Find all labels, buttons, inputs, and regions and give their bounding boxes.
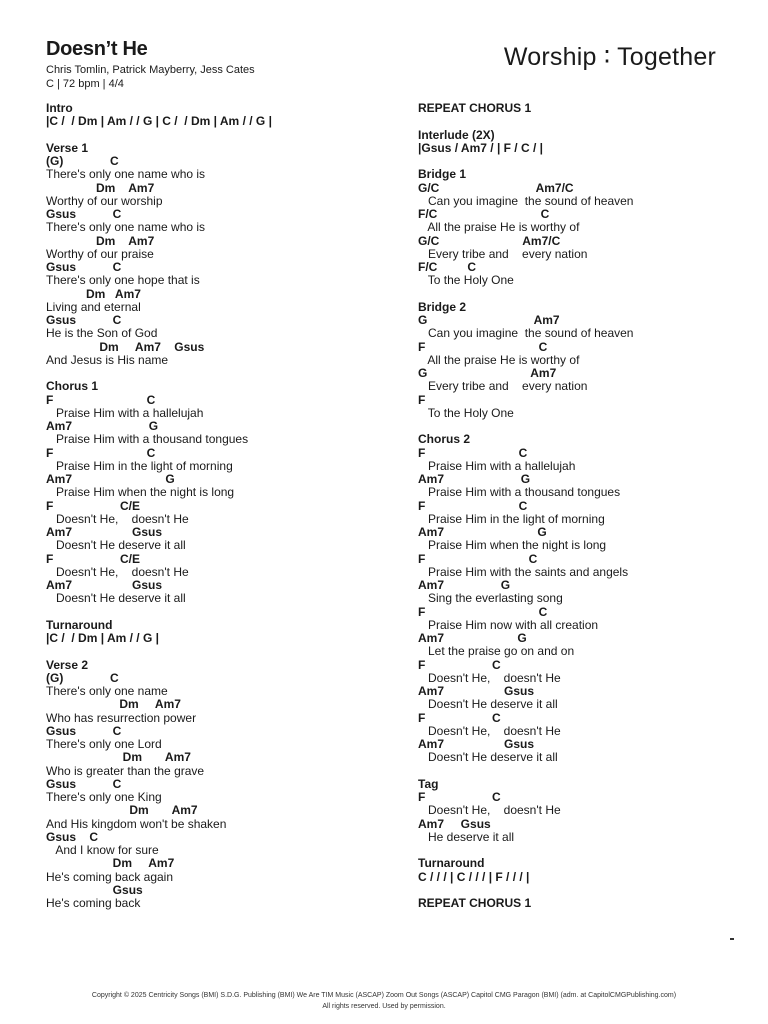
lyric-line: Praise Him with the saints and angels	[418, 564, 629, 579]
lyric-line: Praise Him when the night is long	[46, 485, 235, 500]
chord-line: (G) C	[46, 154, 119, 168]
chord-line: Dm Am7 Gsus	[46, 339, 205, 354]
chord-line: Am7 Gsus	[46, 578, 163, 592]
chord-line: F C	[418, 339, 548, 354]
chord-line: F C	[418, 551, 538, 566]
chord-line: F C	[418, 498, 528, 513]
chord-line: F C	[46, 445, 156, 460]
song-section	[418, 857, 748, 884]
lyric-line: He is the Son of God	[46, 326, 158, 341]
lyric-line: Praise Him now with all creation	[418, 617, 599, 632]
chord-line: C / / / | C / / / | F / / / |	[418, 869, 530, 884]
lyric-line: Praise Him in the light of morning	[418, 511, 605, 526]
lyric-line: Doesn't He, doesn't He	[418, 670, 561, 685]
chord-line: Gsus C	[46, 207, 122, 221]
lyric-line: Let the praise go on and on	[418, 644, 575, 659]
chord-line: F	[418, 392, 426, 407]
lyric-line: Doesn't He deserve it all	[46, 591, 186, 606]
section-heading: Bridge 1	[418, 167, 467, 182]
chord-line: |Gsus / Am7 / | F / C / |	[418, 140, 543, 155]
lyric-line: And Jesus is His name	[46, 352, 169, 367]
section-heading: Intro	[46, 101, 73, 115]
lyric-line: He's coming back again	[46, 869, 174, 884]
lyric-line: Praise Him when the night is long	[418, 538, 607, 553]
lyric-line: Who has resurrection power	[46, 710, 197, 725]
section-heading: REPEAT CHORUS 1	[418, 896, 532, 910]
lyric-line: And I know for sure	[46, 843, 159, 857]
brand-logo: Worship ∶ Together	[503, 43, 716, 71]
chord-line: F C/E	[46, 551, 141, 566]
lyric-line: Praise Him with a thousand tongues	[418, 485, 621, 500]
lyric-line: Every tribe and every nation	[418, 379, 588, 394]
chord-chart-left-column	[46, 102, 391, 924]
song-section	[418, 897, 748, 910]
section-heading: REPEAT CHORUS 1	[418, 101, 532, 115]
lyric-line: To the Holy One	[418, 273, 514, 288]
lyric-line: Can you imagine the sound of heaven	[418, 326, 634, 341]
chord-line: Dm Am7	[46, 803, 198, 818]
chord-line: Am7 G	[46, 419, 159, 433]
lyric-line: Worthy of our worship	[46, 193, 163, 208]
chord-line: Dm Am7	[46, 233, 155, 248]
chord-line: Dm Am7	[46, 697, 181, 712]
chord-line: G/C Am7/C	[418, 233, 561, 248]
song-section	[46, 659, 391, 911]
rights-notice: All rights reserved. Used by permission.	[322, 1003, 446, 1010]
lyric-line: Doesn't He, doesn't He	[418, 723, 561, 738]
section-heading: Verse 2	[46, 657, 89, 672]
chord-line: F C	[418, 445, 528, 460]
section-heading: Turnaround	[46, 617, 113, 632]
song-section	[46, 380, 391, 605]
song-section	[46, 619, 391, 646]
chord-line: Gsus C	[46, 313, 122, 327]
lyric-line: And His kingdom won't be shaken	[46, 816, 227, 831]
lyric-line: Living and eternal	[46, 299, 141, 314]
chord-line: F C	[418, 657, 501, 672]
lyric-line: There's only one name	[46, 684, 168, 698]
section-heading: Chorus 2	[418, 432, 471, 447]
lyric-line: Doesn't He, doesn't He	[46, 564, 189, 579]
chord-line: Am7 G	[418, 525, 547, 539]
lyric-line: Who is greater than the grave	[46, 763, 205, 778]
chord-line: Am7 Gsus	[418, 816, 491, 831]
song-section	[418, 433, 748, 764]
lyric-line: Can you imagine the sound of heaven	[418, 193, 634, 208]
chord-line: Dm Am7	[46, 180, 155, 195]
lyric-line: Doesn't He, doesn't He	[46, 511, 189, 526]
chord-line: Am7 Gsus	[418, 737, 535, 751]
song-section	[418, 301, 748, 420]
lyric-line: Doesn't He deserve it all	[418, 750, 558, 765]
section-heading: Tag	[418, 776, 439, 791]
lyric-line: Worthy of our praise	[46, 246, 154, 261]
chord-line: Dm Am7	[46, 750, 191, 765]
chord-line: Gsus C	[46, 776, 122, 791]
lyric-line: There's only one name who is	[46, 220, 206, 235]
chord-line: G Am7	[418, 366, 557, 380]
chord-line: F/C C	[418, 207, 550, 221]
song-authors: Chris Tomlin, Patrick Mayberry, Jess Cates	[46, 64, 255, 76]
chord-line: Am7 G	[418, 578, 511, 592]
chord-line: Am7 G	[46, 472, 175, 486]
lyric-line: To the Holy One	[418, 405, 514, 420]
song-section	[46, 102, 391, 129]
chord-line: F/C C	[418, 260, 477, 274]
chord-line: F C/E	[46, 498, 141, 513]
lyric-line: Praise Him with a hallelujah	[46, 405, 204, 420]
chord-line: (G) C	[46, 670, 119, 685]
chord-line: Am7 Gsus	[418, 684, 535, 698]
lyric-line: All the praise He is worthy of	[418, 352, 580, 367]
chord-line: Am7 Gsus	[46, 525, 163, 539]
song-section	[418, 168, 748, 287]
song-section	[418, 102, 748, 115]
lyric-line: Doesn't He deserve it all	[46, 538, 186, 553]
lyric-line: Praise Him with a hallelujah	[418, 458, 576, 473]
chord-line: |C / / Dm | Am / / G | C / / Dm | Am / / G |	[46, 114, 272, 129]
section-heading: Bridge 2	[418, 299, 467, 314]
chord-line: Gsus C	[46, 260, 122, 274]
lyric-line: Doesn't He, doesn't He	[418, 803, 561, 818]
chord-line: F C	[418, 710, 501, 725]
song-section	[46, 142, 391, 367]
chord-line: |C / / Dm | Am / / G |	[46, 631, 159, 645]
song-meta: C | 72 bpm | 4/4	[46, 78, 124, 90]
lyric-line: He deserve it all	[418, 829, 515, 844]
chord-line: Gsus C	[46, 723, 122, 738]
section-heading: Verse 1	[46, 140, 89, 155]
lyric-line: There's only one name who is	[46, 167, 206, 182]
lyric-line: Praise Him in the light of morning	[46, 458, 233, 473]
lyric-line: Praise Him with a thousand tongues	[46, 432, 249, 447]
chord-line: F C	[418, 790, 501, 804]
song-section	[418, 129, 748, 156]
lyric-line: Sing the everlasting song	[418, 591, 563, 606]
chord-line: Am7 G	[418, 631, 527, 645]
page-mark	[730, 938, 734, 940]
lyric-line: Every tribe and every nation	[418, 246, 588, 261]
section-heading: Chorus 1	[46, 379, 99, 394]
section-heading: Interlude (2X)	[418, 127, 495, 142]
chord-line: Gsus C	[46, 829, 99, 844]
chord-line: Gsus	[46, 882, 143, 897]
lyric-line: There's only one Lord	[46, 737, 162, 751]
section-heading: Turnaround	[418, 856, 485, 871]
lyric-line: There's only one King	[46, 790, 162, 804]
lyric-line: He's coming back	[46, 896, 141, 910]
copyright-notice: Copyright © 2025 Centricity Songs (BMI) S.D.G. Publishing (BMI) We Are TIM Music (ASCAP) Zoom Out Songs (ASCAP) Capitol CMG Paragon (BMI) (adm. at CapitolCMGPublishing.com)	[91, 992, 677, 999]
lyric-line: All the praise He is worthy of	[418, 220, 580, 235]
lyric-line: Doesn't He deserve it all	[418, 697, 558, 712]
chord-line: F C	[418, 604, 548, 619]
song-title: Doesn’t He	[46, 38, 148, 60]
chord-line: Dm Am7	[46, 286, 141, 301]
chord-line: G/C Am7/C	[418, 180, 574, 195]
lyric-line: There's only one hope that is	[46, 273, 200, 288]
chord-line: Am7 G	[418, 472, 531, 486]
chord-line: F C	[46, 392, 156, 407]
chord-line: Dm Am7	[46, 856, 175, 871]
song-section	[418, 778, 748, 844]
chord-line: G Am7	[418, 313, 560, 327]
chord-chart-right-column	[418, 102, 748, 924]
